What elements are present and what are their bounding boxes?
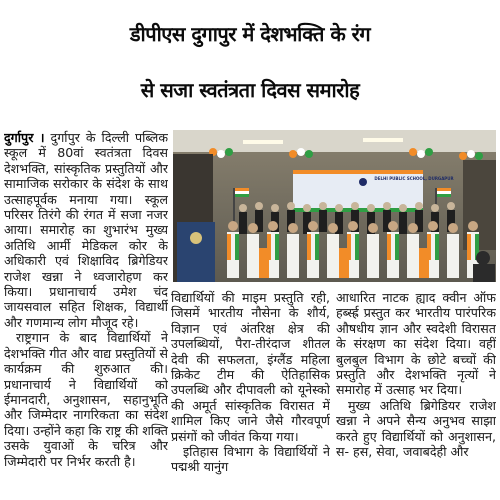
article-column-3 [336,290,496,500]
dateline: दुर्गापुर । [4,130,45,145]
paragraph-text: दुर्गापुर के दिल्ली पब्लिक स्कूल में 80वां स्वतंत्रता दिवस देशभक्ति, सांस्कृतिक प्रस्तुतियों और सामाजिक सरोकार के संदेश के साथ उत्साहपूर्वक मनाया गया। स्कूल परिसर तिरंगे की रंगत में सजा नजर आया। समारोह का शुभारंभ मुख्य अतिथि आर्मी मेडिकल कोर के अधिकारी एवं शिक्षाविद ब्रिगेडियर राजेश खन्ना ने ध्वजारोहण कर किया। प्रधानाचार्य उमेश चंद जायसवाल सहित शिक्षक, विद्यार्थी और गणमान्य लोग मौजूद रहे। [4,130,168,330]
article-column-1 [4,130,168,500]
article-column-2 [171,290,330,500]
article-paragraph: इतिहास विभाग के विद्यार्थियों ने पद्मश्री यानुंग [171,444,330,475]
stage-banner-text: DELHI PUBLIC SCHOOL, DURGAPUR [374,176,454,181]
article-paragraph: मुख्य अतिथि ब्रिगेडियर राजेश खन्ना ने अपने सैन्य अनुभव साझा करते हुए विद्यार्थियों को अनुशासन, स- हस, सेवा, जवाबदेही और [336,397,496,460]
headline [0,0,500,124]
article-paragraph: विद्यार्थियों की माइम प्रस्तुति रही, जिसमें भारतीय नौसेना के शौर्य, विज्ञान एवं अंतरिक्ष क्षेत्र की उपलब्धियों, पैरा-तीरंदाज शीतल देवी की सफलता, इंग्लैंड महिला क्रिकेट टीम की ऐतिहासिक उपलब्धि और दीपावली को यूनेस्को की अमूर्त सांस्कृतिक विरासत में शामिल किए जाने जैसे गौरवपूर्ण प्रसंगों को जीवंत किया गया। [171,290,330,444]
event-photo-illustration [173,130,496,282]
article-paragraph: राष्ट्रगान के बाद विद्यार्थियों ने देशभक्ति गीत और वाद्य प्रस्तुतियों से कार्यक्रम की शुरुआत की। प्रधानाचार्य ने विद्यार्थियों को ईमानदारी, अनुशासन, सहानुभूति और जिम्मेदार नागरिकता का संदेश दिया। उन्होंने कहा कि राष्ट्र की शक्ति उसके युवाओं के चरित्र और जिम्मेदारी पर निर्भर करती है। [4,330,168,469]
event-photo [173,130,496,282]
headline-line-2: से सजा स्वतंत्रता दिवस समारोह [140,78,360,102]
headline-line-1: डीपीएस दुगापुर में देशभक्ति के रंग [129,22,371,46]
article-paragraph [4,130,168,330]
article-paragraph: आधारित नाटक ह्याद क्वीन ऑफ हर्ब्स्ह्र प्रस्तुत कर भारतीय पारंपरिक औषधीय ज्ञान और स्वदेशी विरासत के संरक्षण का संदेश दिया। वहीं बुलबुल विभाग के छोटे बच्चों की प्रस्तुति और देशभक्ति नृत्यों ने समारोह में उत्साह भर दिया। [336,290,496,398]
